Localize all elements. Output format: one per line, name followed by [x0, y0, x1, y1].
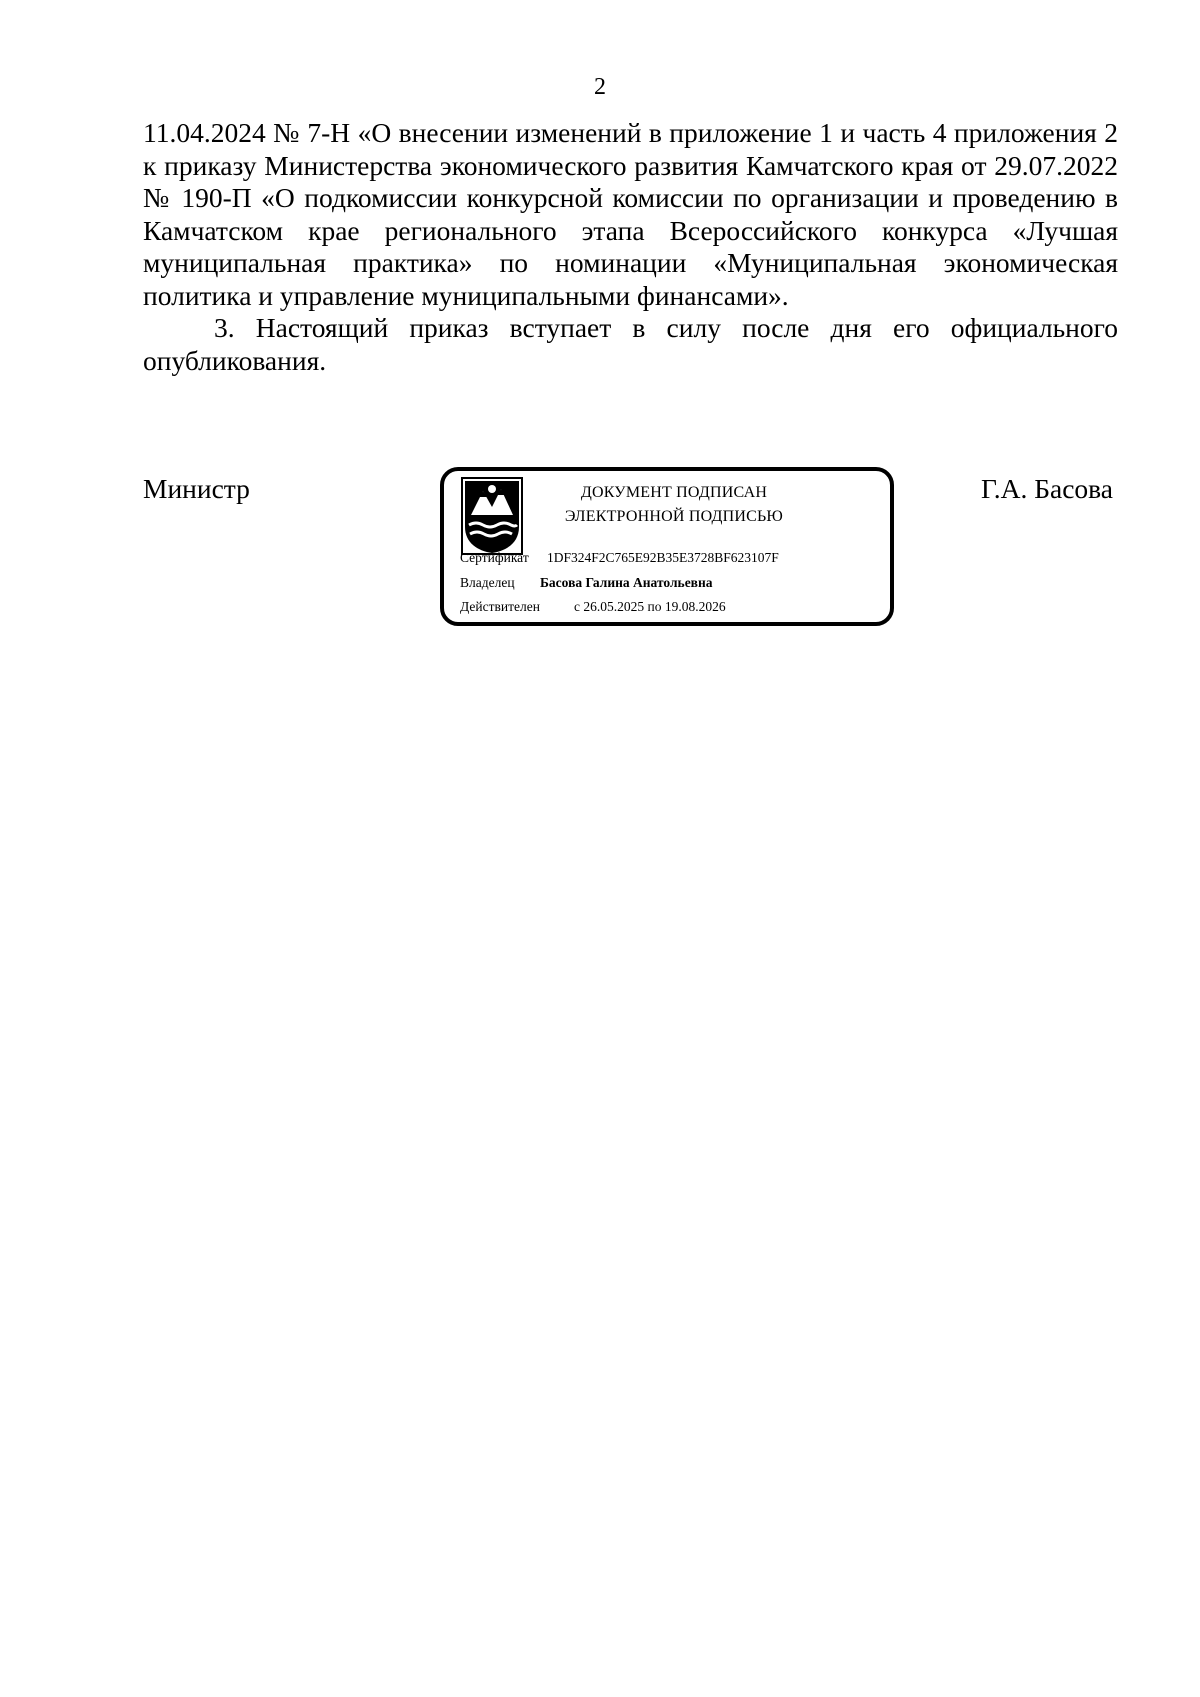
stamp-header-line-1: ДОКУМЕНТ ПОДПИСАН	[580, 484, 768, 501]
owner-label: Владелец	[460, 575, 515, 590]
stamp-header	[544, 481, 804, 529]
signer-name: Г.А. Басова	[980, 473, 1113, 504]
stamp-owner-row	[460, 574, 713, 592]
document-body	[143, 117, 1118, 377]
page-number: 2	[594, 74, 606, 100]
stamp-validity-row	[460, 598, 726, 616]
certificate-value: 1DF324F2C765E92B35E3728BF623107F	[547, 550, 779, 565]
validity-value: с 26.05.2025 по 19.08.2026	[574, 599, 726, 614]
signer-position: Министр	[143, 473, 250, 504]
validity-label: Действителен	[460, 599, 540, 614]
electronic-signature-stamp	[440, 467, 894, 626]
owner-value: Басова Галина Анатольевна	[540, 575, 713, 590]
stamp-header-line-2: ЭЛЕКТРОННОЙ ПОДПИСЬЮ	[564, 508, 784, 525]
stamp-certificate-row	[460, 549, 779, 567]
paragraph-item-3: 3. Настоящий приказ вступает в силу после дня его официального опубликования.	[143, 312, 1118, 376]
kamchatka-coat-of-arms-icon	[461, 477, 523, 555]
certificate-label: Сертификат	[460, 550, 529, 565]
paragraph-continuation: 11.04.2024 № 7-Н «О внесении изменений в приложение 1 и часть 4 приложения 2 к приказу Министерства экономического развития Камчатского края от 29.07.2022 № 190-П «О подкомиссии конкурсной комиссии по организации и проведению в Камчатском крае регионального этапа Всероссийского конкурса «Лучшая муниципальная практика» по номинации «Муниципальная экономическая политика и управление муниципальными финансами».	[143, 117, 1118, 311]
